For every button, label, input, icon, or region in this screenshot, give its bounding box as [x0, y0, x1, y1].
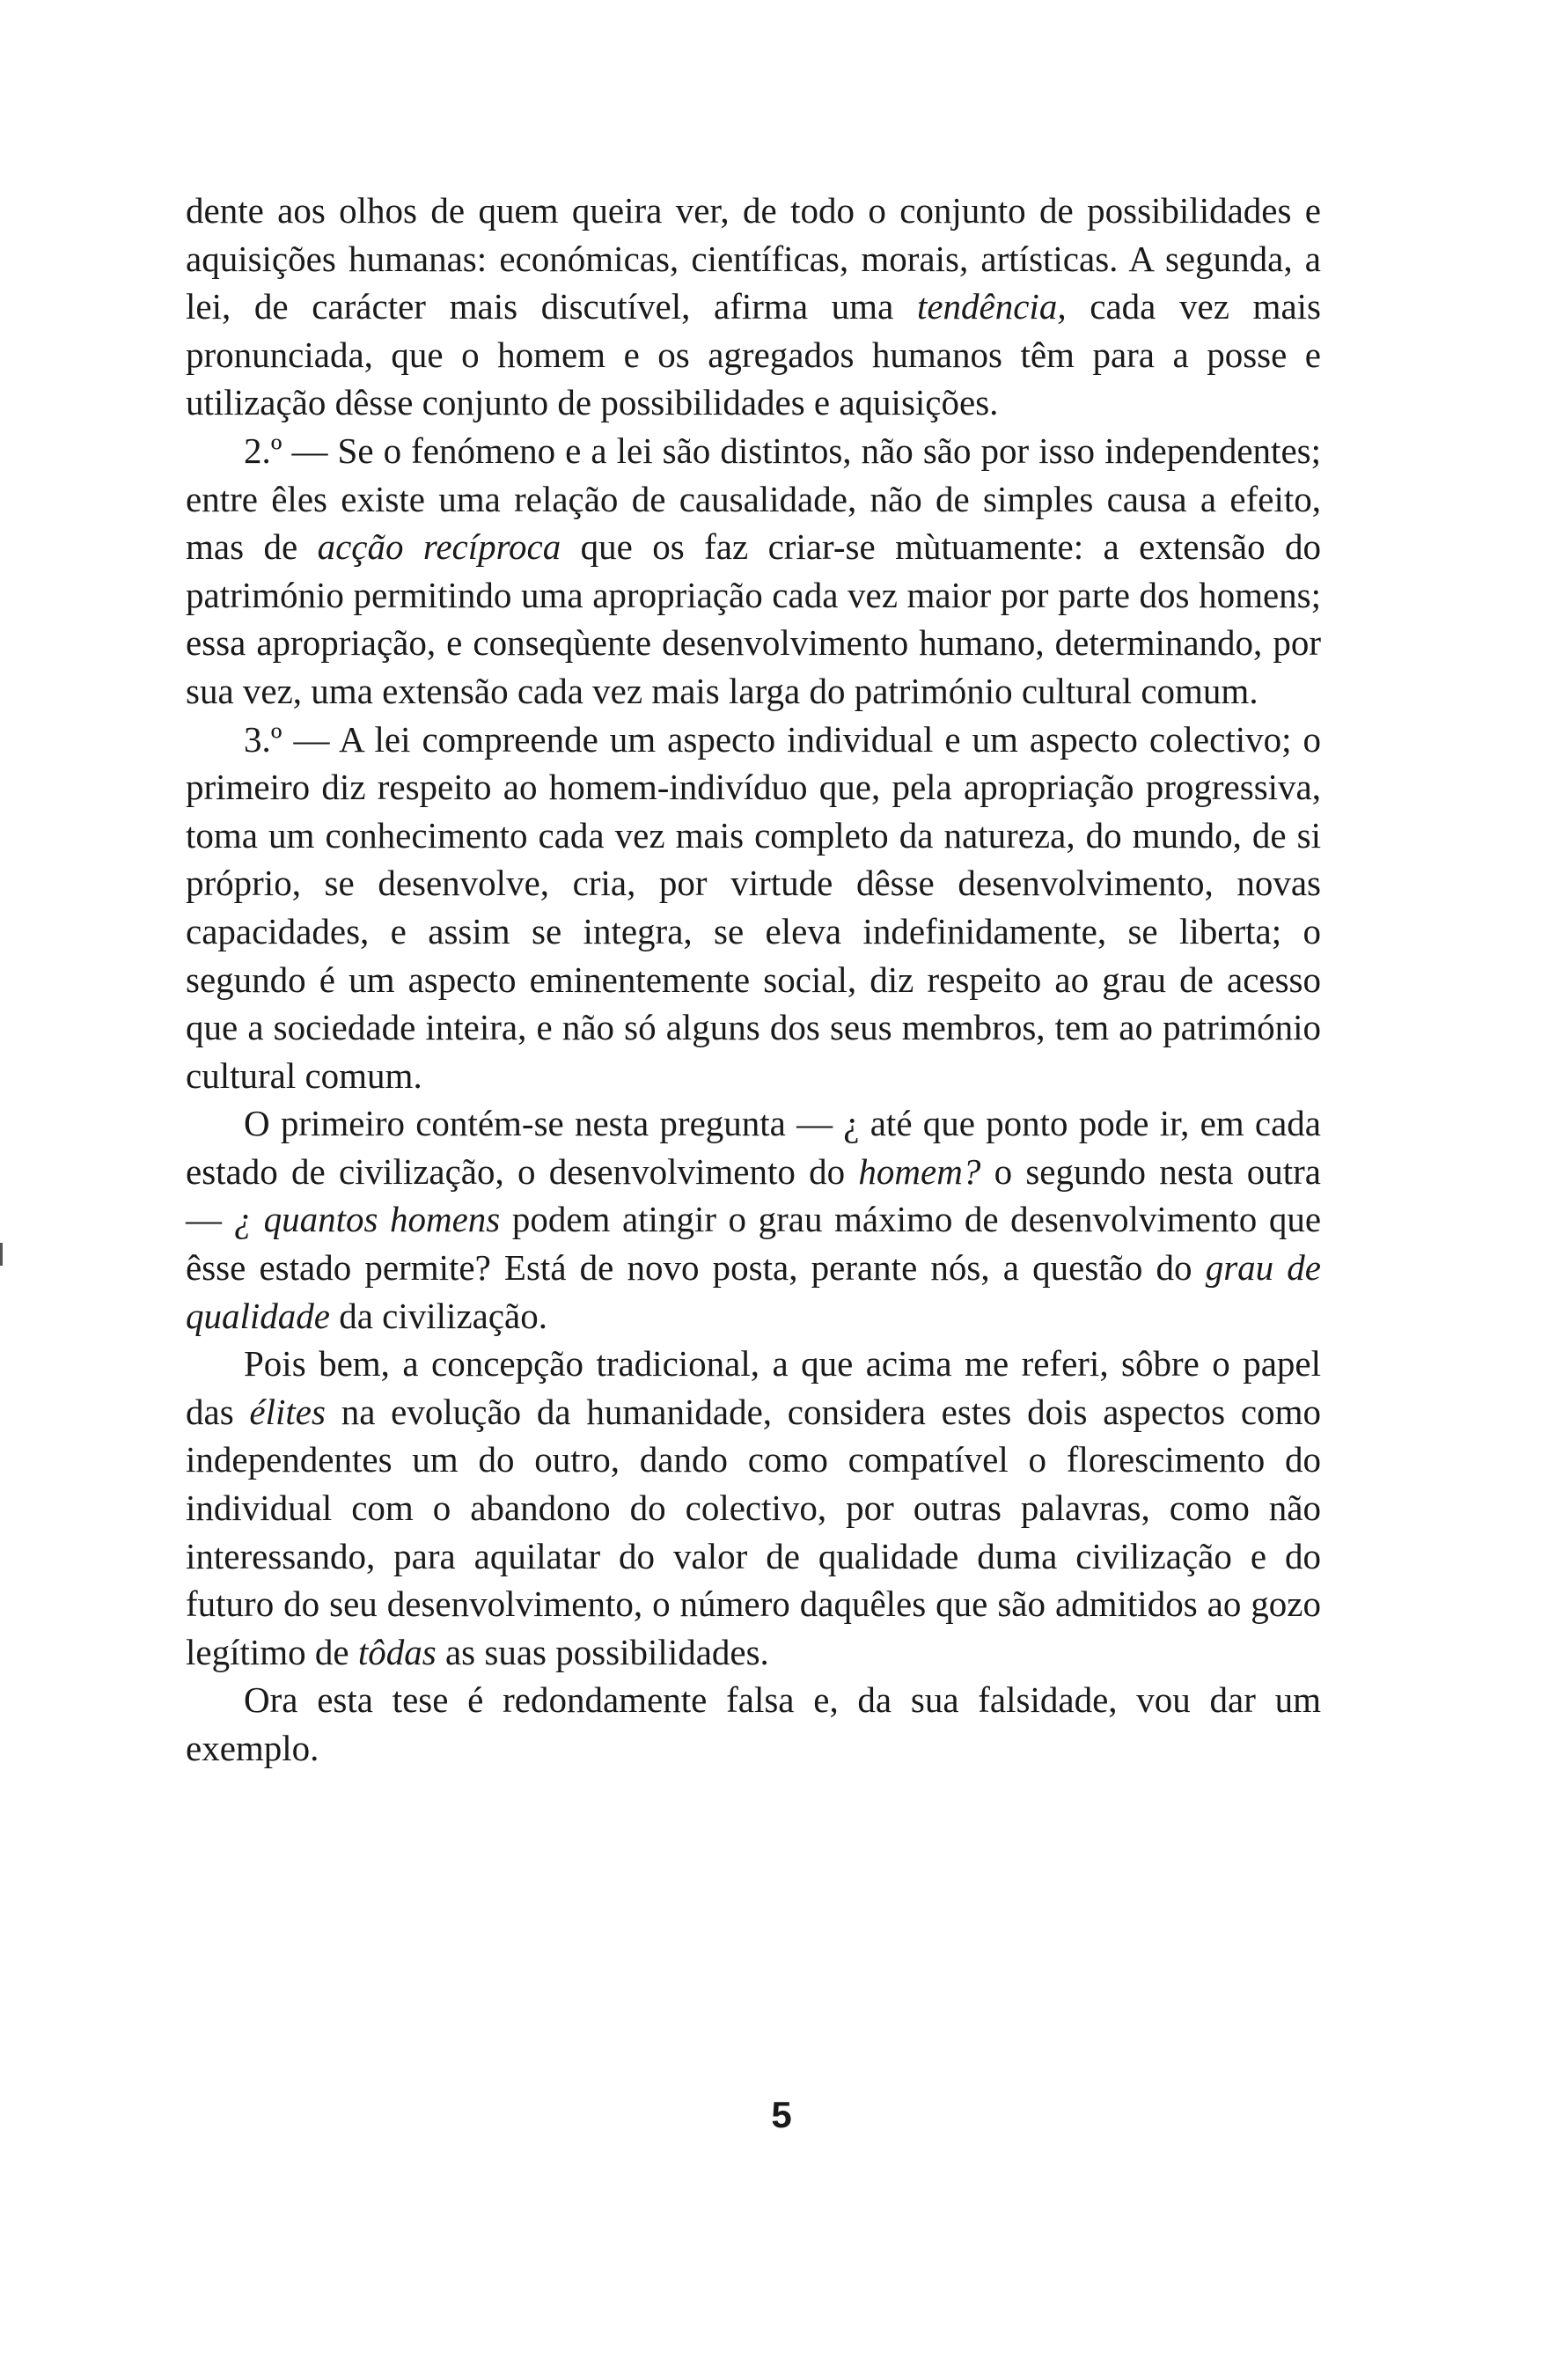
italic-text: tôdas — [357, 1631, 437, 1672]
paragraph — [186, 427, 1321, 716]
italic-text: tendência, — [916, 286, 1067, 327]
page-body-text — [186, 187, 1321, 1773]
paragraph — [186, 1676, 1321, 1772]
text-run: Ora esta tese é redondamente falsa e, da sua falsidade, vou dar um exemplo. — [186, 1679, 1321, 1768]
italic-text: acção recíproca — [317, 526, 561, 568]
text-run: O primeiro contém-se nesta pregunta — ¿ até que ponto pode ir, em cada estado de civilização, o desenvolvimento do — [186, 1103, 1321, 1192]
paragraph — [186, 1099, 1321, 1340]
text-run: podem atingir o grau máximo de desenvolvimento que êsse estado permite? Está de novo posta, perante nós, a questão do — [186, 1199, 1322, 1289]
text-run: 3.º — A lei compreende um aspecto individual e um aspecto colectivo; o primeiro diz respeito ao homem-indivíduo que, pela apropriação progressiva, toma um conhecimento cada vez mais completo da natureza, do mundo, de si próprio, se desenvolve, cria, por virtude dêsse desenvolvimento, novas capacidades, e assim se integra, se eleva indefinidamente, se liberta; o segundo é um aspecto eminentemente social, diz respeito ao grau de acesso que a sociedade inteira, e não só alguns dos seus membros, tem ao património cultural comum. — [186, 718, 1321, 1096]
margin-mark — [0, 1243, 3, 1266]
text-run: 2.º — Se o fenómeno e a lei são distintos, não são por isso independentes; entre êles existe uma relação de causalidade, não de simples causa a efeito, mas de — [186, 430, 1321, 568]
text-run: que os faz criar-se mùtuamente: a extensão do património permitindo uma apropriação cada vez maior por parte dos homens; essa apropriação, e conseqùente desenvolvimento humano, determinando, por sua vez, uma extensão cada vez mais larga do património cultural comum. — [186, 526, 1322, 711]
text-run: o segundo nesta outra — — [186, 1150, 1321, 1240]
text-run: na evolução da humanidade, considera estes dois aspectos como independentes um do outro, dando como compatível o florescimento do individual com o abandono do colectivo, por outras palavras, como não interessando, para aquilatar do valor de qualidade duma civilização e do futuro do seu desenvolvimento, o número daquêles que são admitidos ao gozo legítimo de — [186, 1391, 1321, 1672]
text-run: dente aos olhos de quem queira ver, de todo o conjunto de possibilidades e aquisições humanas: económicas, científicas, morais, artísticas. A segunda, a lei, de carácter mais discutível, afirma uma — [186, 190, 1321, 327]
italic-text: élites — [249, 1391, 326, 1432]
text-run: as suas possibilidades. — [436, 1631, 769, 1672]
paragraph — [186, 716, 1321, 1100]
italic-text: ¿ quantos homens — [233, 1199, 501, 1240]
text-run: Pois bem, a concepção tradicional, a que acima me referi, sôbre o papel das — [186, 1343, 1321, 1432]
paragraph — [186, 187, 1321, 427]
italic-text: grau de qualidade — [186, 1247, 1321, 1336]
italic-text: homem? — [858, 1150, 981, 1192]
text-run: cada vez mais pronunciada, que o homem e os agregados humanos têm para a posse e utilização dêsse conjunto de possibilidades e aquisições. — [186, 286, 1321, 423]
page-number: 5 — [771, 2094, 792, 2135]
text-run: da civilização. — [329, 1295, 547, 1336]
paragraph — [186, 1340, 1321, 1676]
